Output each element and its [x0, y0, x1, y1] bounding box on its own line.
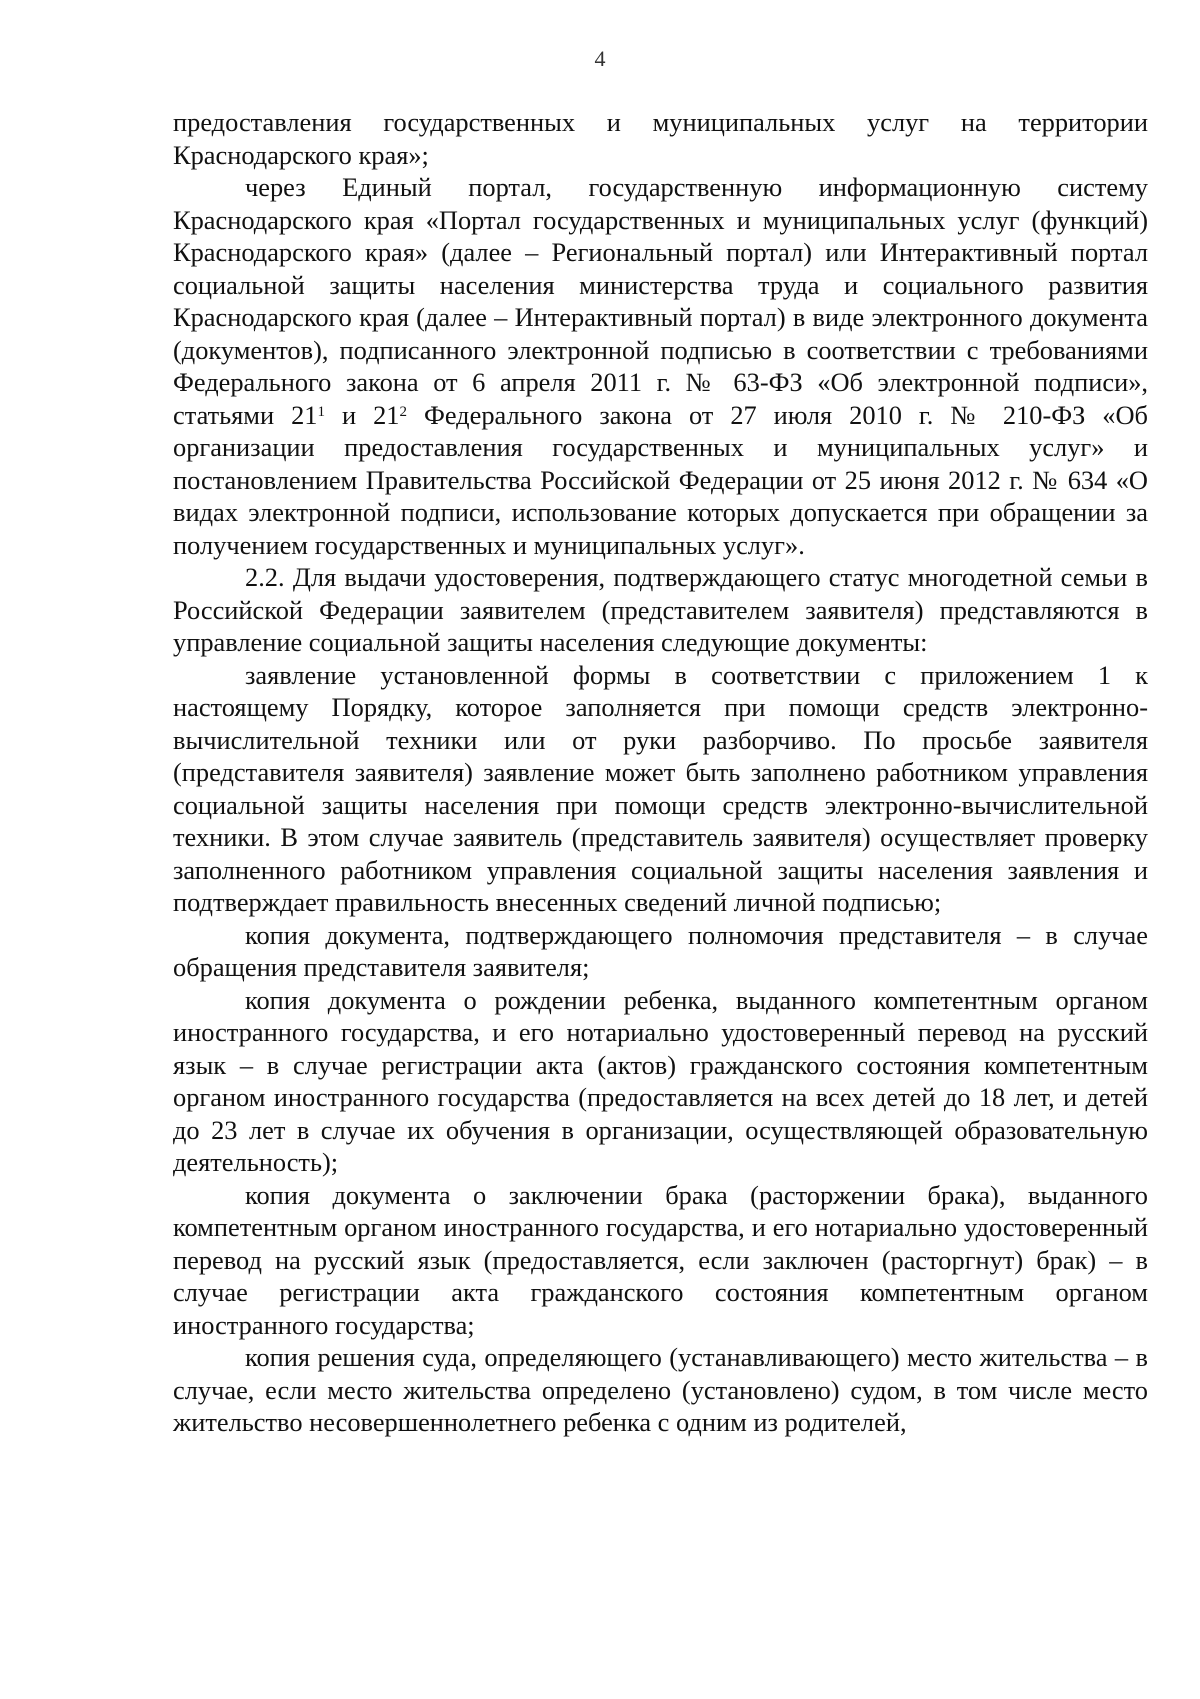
paragraph-court-decision: копия решения суда, определяющего (устанавливающего) место жительства – в случае, если место жительства определено (установлено) судом, в том числе место жительство несовершеннолетнего ребенка с одним из родителей, [173, 1342, 1148, 1437]
paragraph-birth-document: копия документа о рождении ребенка, выданного компетентным органом иностранного государства, и его нотариально удостоверенный перевод на русский язык – в случае регистрации акта (актов) гражданского состояния компетентным органом иностранного государства (предоставляется на всех детей до 18 лет, и детей до 23 лет в случае их обучения в организации, осуществляющей образовательную деятельность); [173, 984, 1148, 1177]
paragraph-text-part: Федерального закона от 27 июля 2010 г. № 210-ФЗ «Об организации предоставления государственных и муниципальных услуг» и постановлением Правительства Российской Федерации от 25 июня 2012 г. № 634 «О видах электронной подписи, использование которых допускается при обращении за получением государственных и муниципальных услуг». [173, 399, 1148, 560]
article-superscript: 2 [399, 403, 407, 420]
paragraph-representative-authority: копия документа, подтверждающего полномочия представителя – в случае обращения представителя заявителя; [173, 919, 1148, 982]
paragraph-marriage-document: копия документа о заключении брака (расторжении брака), выданного компетентным органом иностранного государства, и его нотариально удостоверенный перевод на русский язык (предоставляется, если заключен (расторгнут) брак) – в случае регистрации акта гражданского состояния компетентным органом иностранного государства; [173, 1179, 1148, 1340]
paragraph-portal-submission [173, 171, 1148, 561]
paragraph-text-part: через Единый портал, государственную информационную систему Краснодарского края «Портал государственных и муниципальных услуг (функций) Краснодарского края» (далее – Региональный портал) или Интерактивный портал социальной защиты населения министерства труда и социального развития Краснодарского края (далее – Интерактивный портал) в виде электронного документа (документов), подписанного электронной подписью в соответствии с требованиями Федерального закона от 6 апреля 2011 г. № 63-ФЗ «Об электронной подписи», статьями 21 [173, 172, 1148, 430]
document-body [173, 106, 1148, 1439]
paragraph-application-form: заявление установленной формы в соответствии с приложением 1 к настоящему Порядку, которое заполняется при помощи средств электронно-вычислительной техники или от руки разборчиво. По просьбе заявителя (представителя заявителя) заявление может быть заполнено работником управления социальной защиты населения при помощи средств электронно-вычислительной техники. В этом случае заявитель (представитель заявителя) осуществляет проверку заполненного работником управления социальной защиты населения заявления и подтверждает правильность внесенных сведений личной подписью; [173, 659, 1148, 917]
article-superscript: 1 [317, 403, 325, 420]
paragraph-section-2-2: 2.2. Для выдачи удостоверения, подтверждающего статус многодетной семьи в Российской Федерации заявителем (представителем заявителя) представляются в управление социальной защиты населения следующие документы: [173, 562, 1148, 657]
paragraph-text-part: и 21 [325, 399, 400, 430]
paragraph-continuation: предоставления государственных и муниципальных услуг на территории Краснодарского края»; [173, 107, 1148, 170]
page-number: 4 [594, 46, 606, 71]
